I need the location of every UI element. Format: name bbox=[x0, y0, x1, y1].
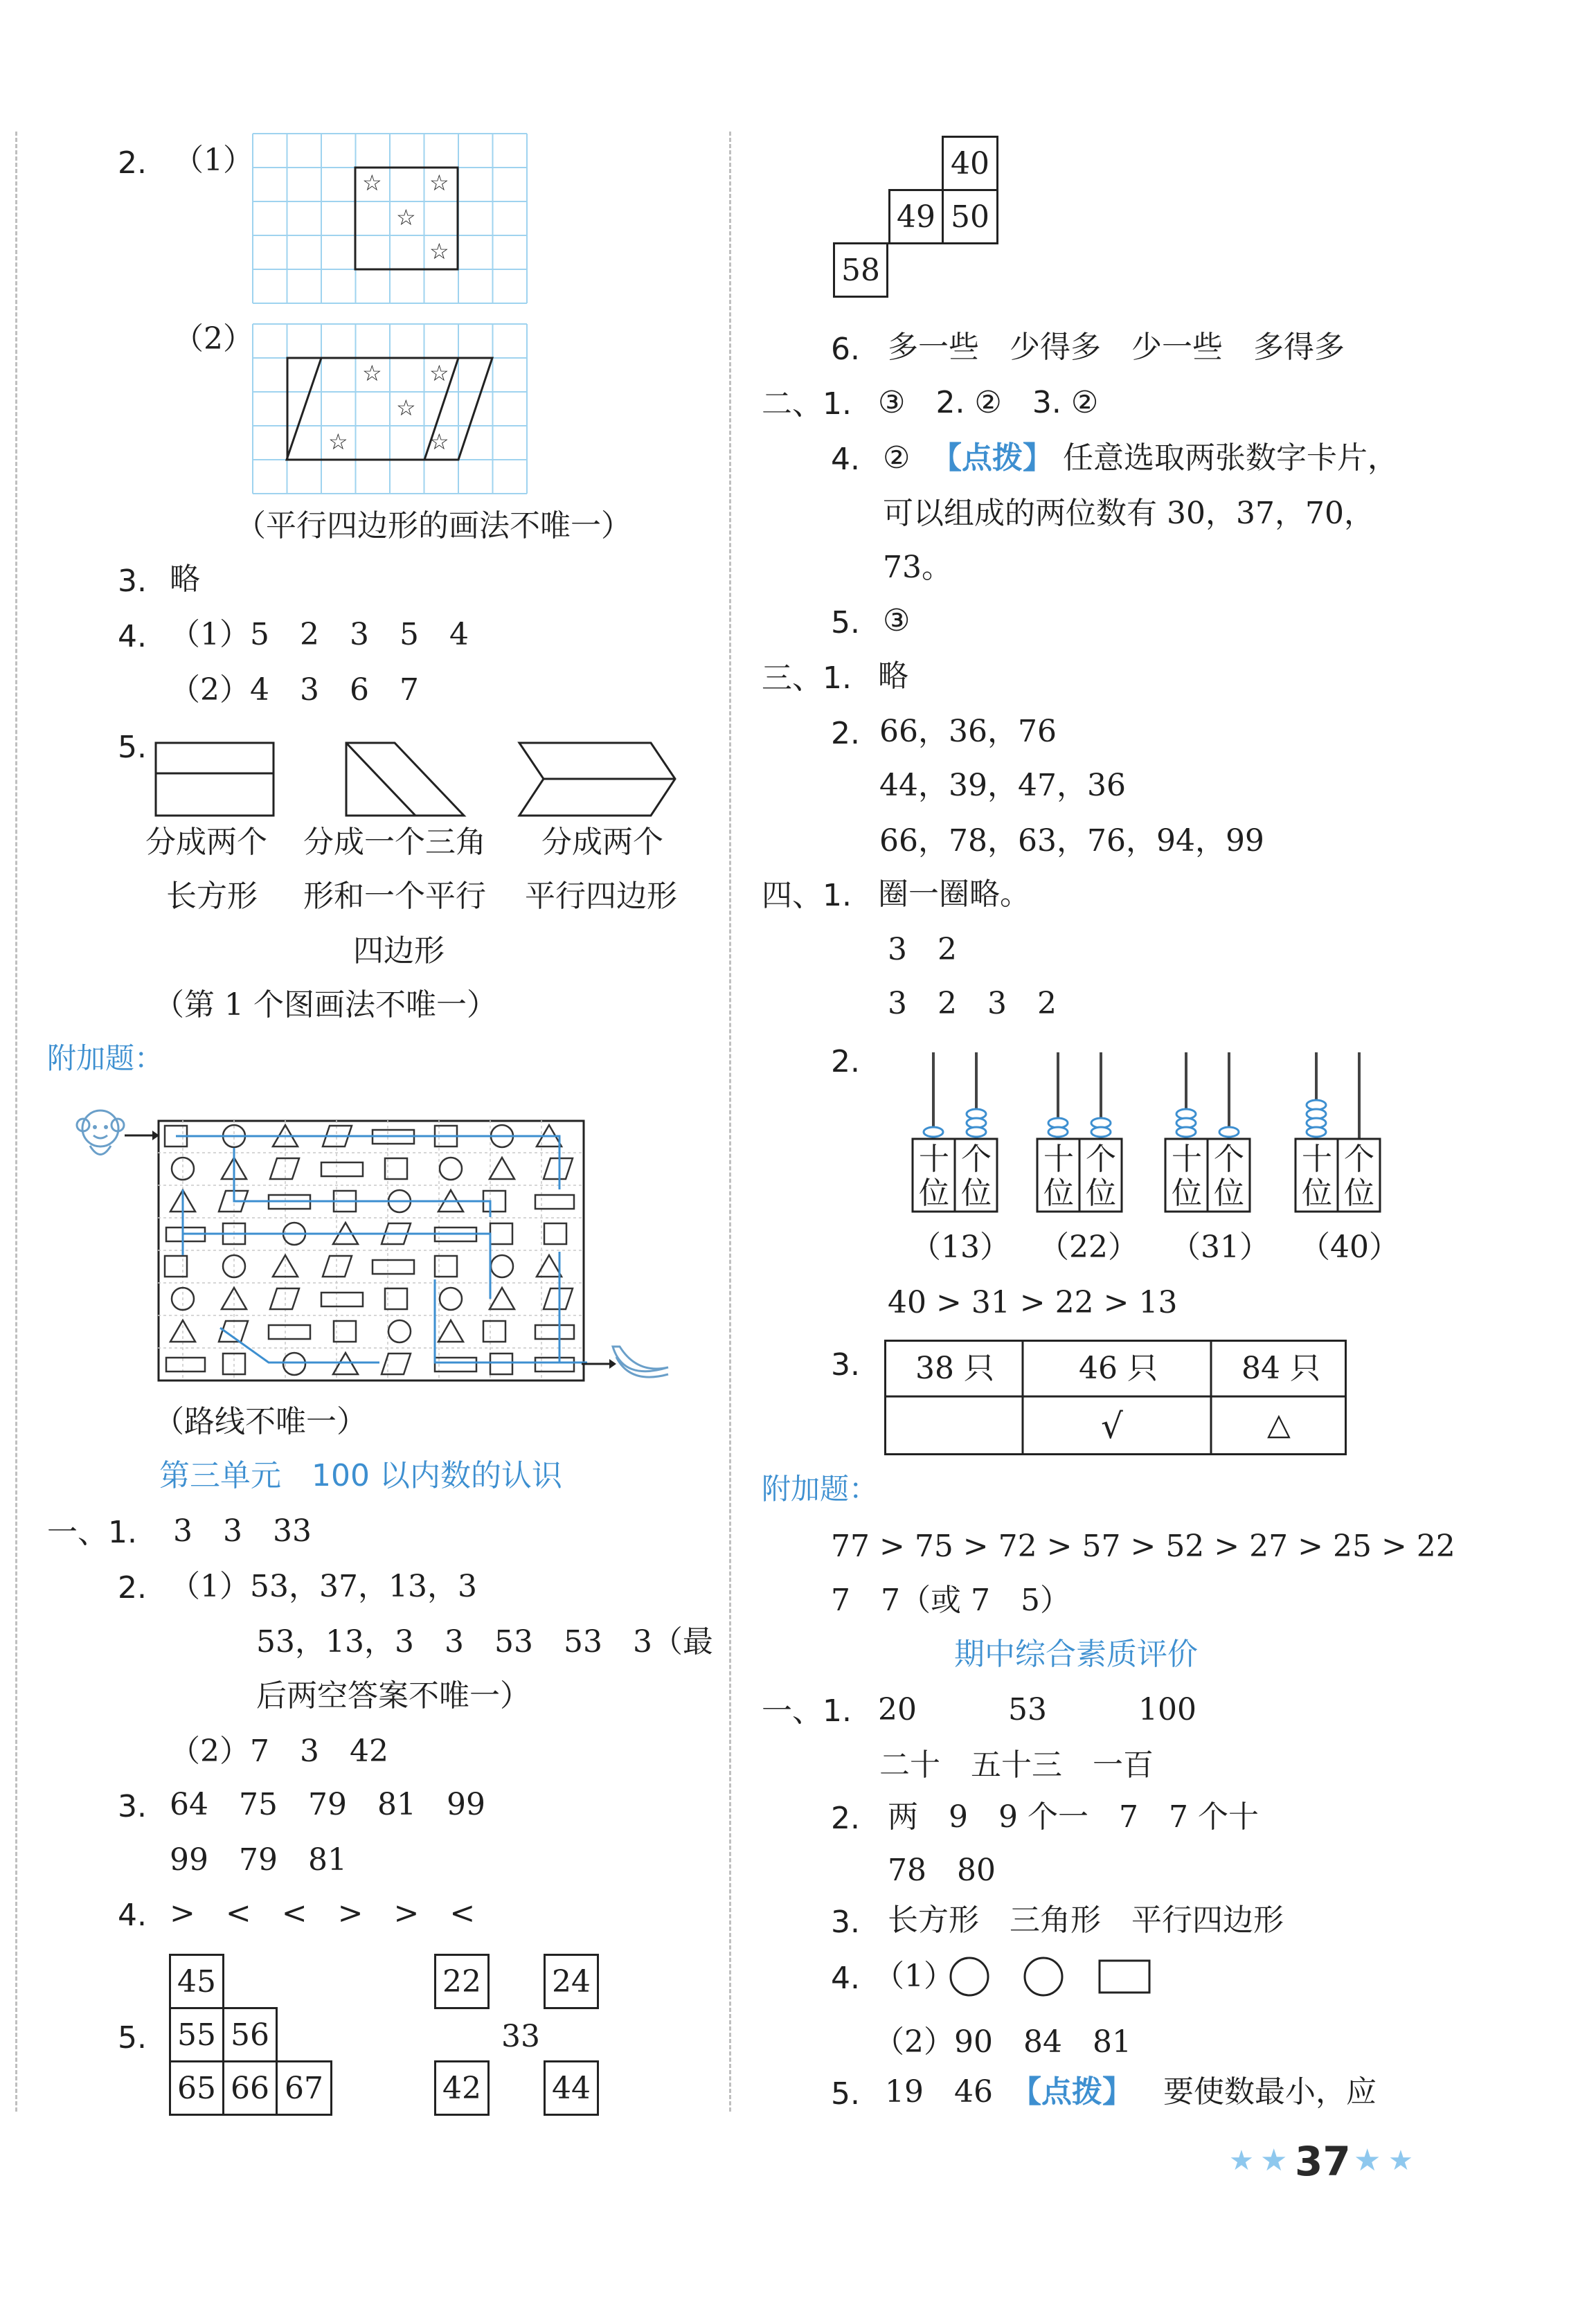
abacus-tens-pos: 位 bbox=[919, 1176, 949, 1211]
abacus-tens-pos: 位 bbox=[1302, 1176, 1332, 1211]
grid-b-cell: 22 bbox=[434, 1954, 490, 2009]
q4-row2: （2）4 3 6 7 bbox=[170, 672, 419, 708]
star-icon: ☆ bbox=[396, 395, 416, 421]
m5-number: 5. bbox=[831, 2076, 860, 2112]
q5-caption-2b: 形和一个平行 bbox=[303, 879, 486, 914]
q5-caption-1a: 分成两个 bbox=[145, 825, 267, 860]
abacus-value: （13） bbox=[911, 1230, 1010, 1265]
q5-caption-3a: 分成两个 bbox=[541, 825, 663, 860]
table-cell-3: △ bbox=[1267, 1407, 1291, 1442]
grid-a-cell: 65 bbox=[169, 2060, 224, 2116]
s4-answer: > < < > > < bbox=[170, 1896, 476, 1931]
star-icon: ☆ bbox=[429, 170, 449, 196]
sec2-q4-number: 4. bbox=[831, 442, 860, 477]
s2-line4: （2）7 3 42 bbox=[170, 1734, 388, 1769]
star-decoration-icon: ★ bbox=[1229, 2145, 1254, 2177]
grid-b-center: 33 bbox=[501, 2019, 540, 2054]
q3-answer: 略 bbox=[170, 561, 200, 597]
top-grid-cell: 50 bbox=[942, 189, 998, 244]
abacus-22 bbox=[1035, 1052, 1122, 1219]
sec4-row2: 3 2 3 2 bbox=[888, 986, 1057, 1021]
m4-part2: （2）90 84 81 bbox=[874, 2024, 1131, 2060]
q6-number: 6. bbox=[831, 332, 860, 367]
banana-icon bbox=[609, 1340, 672, 1388]
s1-label: 一、1. bbox=[47, 1515, 137, 1550]
sec2-q4-text3: 73。 bbox=[883, 550, 952, 585]
star-icon: ☆ bbox=[396, 204, 416, 231]
top-grid-cell: 58 bbox=[833, 242, 888, 298]
abacus-tens-label: 十 bbox=[1043, 1142, 1074, 1177]
star-icon: ☆ bbox=[429, 238, 449, 264]
grid-b-cell: 44 bbox=[544, 2060, 599, 2116]
abacus-ones-label: 个 bbox=[961, 1142, 992, 1177]
grid-b-cell: 42 bbox=[434, 2060, 490, 2116]
q5-caption-1b: 长方形 bbox=[166, 879, 258, 914]
m1-line2: 二十 五十三 一百 bbox=[879, 1747, 1154, 1783]
abacus-tens-pos: 位 bbox=[1043, 1176, 1074, 1211]
m3-answer: 长方形 三角形 平行四边形 bbox=[888, 1903, 1284, 1938]
star-decoration-icon: ★ bbox=[1388, 2145, 1413, 2177]
sec3-q2-number: 2. bbox=[831, 716, 860, 751]
compare-line: 40 > 31 > 22 > 13 bbox=[888, 1285, 1178, 1320]
extra-line2: 7 7（或 7 5） bbox=[831, 1583, 1070, 1618]
q3-number: 3. bbox=[118, 564, 147, 599]
q4-row1: （1）5 2 3 5 4 bbox=[170, 617, 469, 652]
m4-part1: （1） bbox=[874, 1959, 954, 1994]
q5-caption-2c: 四边形 bbox=[353, 933, 445, 969]
abacus-tens-label: 十 bbox=[919, 1142, 949, 1177]
grid-a-cell: 67 bbox=[276, 2060, 332, 2116]
sec2-q4-answer: ② bbox=[883, 440, 911, 476]
page-number: 37 bbox=[1295, 2138, 1351, 2185]
sec3-row3: 66，78，63，76，94，99 bbox=[879, 823, 1264, 858]
q5-caption-3b: 平行四边形 bbox=[525, 879, 677, 914]
sec2-line1: ③ 2. ② 3. ② bbox=[878, 385, 1099, 420]
sec4-q3-number: 3. bbox=[831, 1347, 860, 1383]
abacus-ones-label: 个 bbox=[1214, 1142, 1244, 1177]
top-grid-cell: 40 bbox=[942, 136, 998, 191]
s4-number: 4. bbox=[118, 1898, 147, 1933]
q5-number: 5. bbox=[118, 730, 147, 765]
star-decoration-icon: ★ bbox=[1260, 2143, 1288, 2178]
abacus-ones-pos: 位 bbox=[1214, 1176, 1244, 1211]
extra-title-left: 附加题： bbox=[47, 1041, 164, 1075]
star-decoration-icon: ★ bbox=[1354, 2143, 1381, 2178]
grid-a-cell: 66 bbox=[222, 2060, 278, 2116]
m1-label: 一、1. bbox=[762, 1693, 852, 1729]
abacus-40 bbox=[1293, 1052, 1380, 1219]
star-icon: ☆ bbox=[362, 360, 382, 386]
m4-shapes bbox=[949, 1952, 1156, 2001]
abacus-ones-label: 个 bbox=[1344, 1142, 1374, 1177]
star-icon: ☆ bbox=[328, 429, 348, 455]
abacus-tens-label: 十 bbox=[1172, 1142, 1202, 1177]
star-icon: ☆ bbox=[429, 360, 449, 386]
abacus-tens-label: 十 bbox=[1302, 1142, 1332, 1177]
q2-part1-label: （1） bbox=[173, 143, 253, 178]
s2-line1: （1）53，37，13，3 bbox=[170, 1569, 477, 1604]
parallelogram-shape bbox=[253, 324, 530, 497]
m1-line1: 20 53 100 bbox=[878, 1692, 1196, 1727]
grid-a-cell: 55 bbox=[169, 2007, 224, 2062]
abacus-value: （40） bbox=[1300, 1230, 1399, 1265]
s3-line2: 99 79 81 bbox=[170, 1842, 347, 1878]
q5-shapes bbox=[152, 737, 692, 827]
table-cell-2: √ bbox=[1101, 1406, 1123, 1446]
m5-hint-text: 要使数最小，应 bbox=[1163, 2074, 1377, 2110]
grid-b-cell: 24 bbox=[544, 1954, 599, 2009]
extra-line1: 77 > 75 > 72 > 57 > 52 > 27 > 25 > 22 bbox=[831, 1529, 1455, 1564]
sec3-line1: 略 bbox=[878, 658, 908, 694]
unit-title: 第三单元 100 以内数的认识 bbox=[159, 1458, 562, 1493]
q6-answer: 多一些 少得多 少一些 多得多 bbox=[888, 330, 1345, 365]
hint-tag: 【点拨】 bbox=[931, 440, 1053, 476]
sec3-label: 三、1. bbox=[762, 660, 852, 696]
column-divider bbox=[729, 132, 731, 2112]
m4-number: 4. bbox=[831, 1961, 860, 1996]
grid-figure-1 bbox=[253, 134, 530, 307]
sec2-q4-text2: 可以组成的两位数有 30，37，70， bbox=[883, 496, 1374, 531]
star-icon: ☆ bbox=[362, 170, 382, 196]
m3-number: 3. bbox=[831, 1905, 860, 1940]
maze-start-arrow bbox=[125, 1128, 159, 1142]
sec4-label: 四、1. bbox=[762, 878, 852, 913]
abacus-ones-label: 个 bbox=[1086, 1142, 1116, 1177]
abacus-ones-pos: 位 bbox=[961, 1176, 992, 1211]
q2-number: 2. bbox=[118, 145, 147, 181]
table-head-3: 84 只 bbox=[1241, 1351, 1320, 1386]
s3-number: 3. bbox=[118, 1789, 147, 1824]
sec3-row1: 66，36，76 bbox=[879, 714, 1057, 749]
s3-line1: 64 75 79 81 99 bbox=[170, 1787, 485, 1822]
abacus-value: （22） bbox=[1039, 1230, 1138, 1265]
abacus-tens-pos: 位 bbox=[1172, 1176, 1202, 1211]
abacus-ones-pos: 位 bbox=[1344, 1176, 1374, 1211]
monkey-icon bbox=[69, 1104, 132, 1167]
q5-note: （第 1 个图画法不唯一） bbox=[154, 987, 497, 1023]
grid-a-cell: 45 bbox=[169, 1954, 224, 2009]
q2-note: （平行四边形的画法不唯一） bbox=[235, 508, 631, 543]
top-grid-cell: 49 bbox=[888, 189, 944, 244]
shape-maze bbox=[158, 1120, 587, 1383]
s2-line3: 后两空答案不唯一） bbox=[256, 1678, 530, 1714]
sec2-q5-answer: ③ bbox=[883, 603, 911, 638]
m2-line1: 两 9 9 个一 7 7 个十 bbox=[888, 1799, 1259, 1835]
extra-title-right: 附加题： bbox=[762, 1472, 879, 1506]
s1-answer: 3 3 33 bbox=[173, 1513, 312, 1549]
q5-caption-2a: 分成一个三角 bbox=[303, 825, 486, 860]
m2-line2: 78 80 bbox=[888, 1853, 996, 1888]
sec4-q2-number: 2. bbox=[831, 1044, 860, 1079]
sec3-row2: 44，39，47，36 bbox=[879, 768, 1126, 803]
maze-note: （路线不唯一） bbox=[154, 1404, 367, 1439]
s5-number: 5. bbox=[118, 2020, 147, 2056]
abacus-13 bbox=[911, 1052, 997, 1219]
q4-number: 4. bbox=[118, 619, 147, 654]
abacus-value: （31） bbox=[1170, 1230, 1270, 1265]
sec4-line1: 圈一圈略。 bbox=[878, 876, 1030, 912]
q2-part2-label: （2） bbox=[173, 321, 253, 357]
star-icon: ☆ bbox=[429, 429, 449, 455]
left-margin-line bbox=[15, 132, 17, 2112]
s2-line2: 53，13，3 3 53 53 3（最 bbox=[256, 1624, 713, 1660]
table-head-2: 46 只 bbox=[1079, 1351, 1158, 1386]
sec2-q5-number: 5. bbox=[831, 605, 860, 640]
m2-number: 2. bbox=[831, 1801, 860, 1836]
abacus-ones-pos: 位 bbox=[1086, 1176, 1116, 1211]
m5-hint-tag: 【点拨】 bbox=[1011, 2074, 1133, 2110]
midterm-title: 期中综合素质评价 bbox=[954, 1637, 1198, 1672]
s2-number: 2. bbox=[118, 1570, 147, 1606]
grid-a-cell: 56 bbox=[222, 2007, 278, 2062]
table-head-1: 38 只 bbox=[915, 1351, 994, 1386]
sec2-q4-text1: 任意选取两张数字卡片， bbox=[1063, 440, 1398, 476]
sec2-label: 二、1. bbox=[762, 386, 852, 422]
m5-answer: 19 46 bbox=[885, 2074, 993, 2110]
abacus-31 bbox=[1163, 1052, 1250, 1219]
sec4-row1: 3 2 bbox=[888, 932, 957, 967]
